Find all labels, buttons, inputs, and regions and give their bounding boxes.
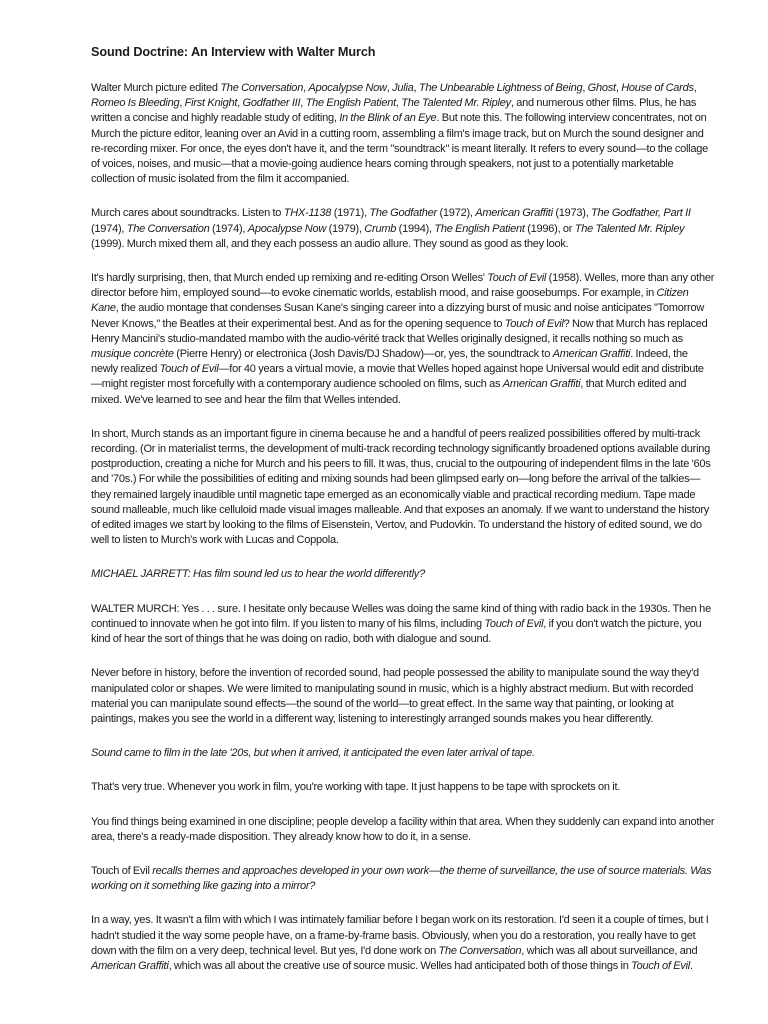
italic-title: The Godfather (369, 207, 437, 220)
text-run: It's hardly surprising, then, that Murch ended up remixing and re-editing Orson Welles' (91, 272, 488, 285)
text-run: (1999). Murch mixed them all, and they each possess an audio allure. They sound as good as they look. (91, 237, 569, 250)
text-run: , (303, 82, 309, 94)
text-run: (1974), (91, 222, 127, 235)
italic-title: Ghost (587, 82, 616, 94)
text-run: In short, Murch stands as an important figure in cinema because he and a handful of peers realized possibilities offered by multi-track recording. (Or in materialist terms, the development of multi-track recording technology significantly broadened options available during postproduction, creating a niche for Murch and his peers to fill. It was, thus, crucial to the outpouring of independent films in the late '60s and '70s.) For while the possibilities of editing and mixing sounds had been glimpsed early on—long before the arrival of the talkies—they remained largely inaudible until magnetic tape emerged as an economically viable and practical recording medium. Tape made sound malleable, much like celluloid made visual images malleable. And that exposes an anomaly. If we want to understand the history of edited images we start by looking to the films of Eisenstein, Vertov, and Pudovkin. To understand the history of edited sound, we do well to listen to Murch's work with Lucas and Coppola. (91, 427, 711, 547)
italic-title: Citizen Kane (91, 287, 689, 315)
text-run: , (615, 82, 622, 94)
text-run: Walter Murch picture edited (91, 82, 221, 94)
body-paragraph (91, 913, 715, 974)
italic-title: The Unbearable Lightness of Being (418, 82, 583, 94)
italic-title: American Graffiti (91, 959, 169, 972)
italic-title: American Graffiti (502, 378, 581, 391)
text-run: , (693, 82, 697, 94)
text-run: That's very true. Whenever you work in film, you're working with tape. It just happens to be tape with sprockets on it. (91, 781, 621, 794)
text-run: , that Murch edited and mixed. We've learned to see and hear the film that Welles intended. (91, 378, 687, 406)
text-run: MICHAEL JARRETT: Has film sound led us to hear the world differently? (91, 568, 425, 581)
italic-title: The Talented Mr. Ripley (401, 97, 511, 110)
text-run: In a way, yes. It wasn't a film with which I was intimately familiar before I began work on its restoration. I'd seen it a couple of times, but I hadn't studied it the way some people have, on a frame-by-frame basis. Obviously, when you do a restoration, you really have to get down with the film on a very deep, technical level. But yes, I'd done work on (91, 914, 709, 957)
text-run: (1979), (326, 222, 365, 235)
text-run: , (582, 82, 588, 94)
text-run: , (300, 97, 306, 110)
text-run: (1958). Welles, more than any other director before him, employed sound—to evoke cinematic worlds, establish mood, and raise goosebumps. For example, in (91, 272, 715, 300)
text-run: . (690, 959, 693, 972)
italic-title: Godfather III (242, 97, 301, 110)
body-paragraph (91, 666, 715, 727)
italic-title: Touch of Evil (484, 617, 544, 630)
text-run: , and numerous other films. Plus, he has written a concise and highly readable study of editing, (91, 97, 697, 125)
text-run: , the audio montage that condenses Susan Kane's singing career into a dizzying burst of music and noise anticipates "Tomorrow Never Knows," the Beatles at their experimental best. And as for the opening sequence to (91, 302, 705, 330)
text-run: (Pierre Henry) or electronica (Josh Davis/DJ Shadow)—or, yes, the soundtrack to (173, 348, 553, 361)
text-run: , (395, 97, 402, 110)
italic-title: Touch of Evil (487, 272, 547, 285)
text-run: , if you don't watch the picture, you kind of hear the sort of things that he was doing on radio, both with dialogue and sound. (91, 617, 702, 646)
text-run: , (179, 97, 185, 110)
text-run: (1973), (552, 207, 592, 220)
italic-title: The Godfather, Part II (591, 207, 691, 220)
document-body (91, 81, 724, 974)
text-run: . Indeed, the newly realized (91, 348, 688, 376)
text-run: (1974), (209, 222, 248, 235)
italic-title: Touch of Evil (504, 317, 564, 330)
italic-title: The Conversation (126, 222, 210, 235)
body-paragraph (91, 602, 715, 648)
italic-title: musique concrète (91, 348, 174, 361)
body-paragraph (91, 815, 715, 845)
italic-title: House of Cards (621, 82, 694, 94)
text-run: You find things being examined in one discipline; people develop a facility within that area. When they suddenly can expand into another area, there's a ready-made disposition. They already know how to do it, in a sense. (91, 815, 715, 843)
italic-title: The Conversation (438, 944, 522, 957)
body-paragraph (91, 427, 715, 549)
text-run: , which was all about surveillance, and (521, 944, 698, 957)
interview-question (91, 864, 715, 894)
italic-title: Apocalypse Now (247, 222, 327, 235)
italic-title: Touch of Evil (631, 959, 691, 972)
text-run: ? Now that Murch has replaced Henry Mancini's studio-mandated mambo with the audio-vérité track that Welles originally designed, it recalls nothing so much as (91, 317, 708, 345)
italic-title: Touch of Evil (159, 363, 219, 376)
italic-title: American Graffiti (552, 348, 631, 361)
text-run: Murch cares about soundtracks. Listen to (91, 207, 284, 220)
italic-title: Crumb (364, 222, 397, 235)
body-paragraph (91, 271, 715, 408)
text-run: (1972), (436, 207, 476, 220)
text-run: WALTER MURCH: Yes . . . sure. I hesitate only because Welles was doing the same kind of thing with radio back in the 1930s. Then he continued to innovate when he got into film. If you listen to many of his films, including (91, 602, 711, 630)
italic-title: Touch of Evil (91, 864, 150, 877)
italic-title: Apocalypse Now (308, 82, 387, 94)
page-title: Sound Doctrine: An Interview with Walter Murch (91, 44, 376, 59)
italic-title: The English Patient (305, 97, 396, 110)
text-run: . But note this. The following interview concentrates, not on Murch the picture editor, leaning over an Avid in a cutting room, assembling a film's image track, but on Murch the sound designer and re-recording mixer. For once, the eyes don't have it, and the term "soundtrack" is meant literally. It refers to every sound—to the collage of voices, noises, and music—that a movie-going audience hears coming through speakers, not just to a potentially marketable collection of music isolated from the film it accompanied. (91, 112, 709, 186)
text-run: , (386, 82, 393, 94)
interview-question (91, 746, 715, 761)
italic-title: The Conversation (220, 82, 304, 94)
text-run: (1971), (331, 207, 370, 220)
text-run: (1996), or (524, 222, 575, 235)
italic-title: The English Patient (434, 222, 525, 235)
italic-title: The Talented Mr. Ripley (574, 222, 685, 235)
interview-question (91, 567, 715, 582)
text-run: Never before in history, before the invention of recorded sound, had people possessed the ability to manipulate sound the way they'd manipulated color or shapes. We were limited to manipulating sound in music, which is a highly abstract medium. But with recorded material you can manipulate sound effects—the sound of the world—to great effect. In the same way that painting, or looking at paintings, makes you see the world in a different way, listening to interestingly arranged sounds makes you hear differently. (91, 667, 699, 725)
text-run: , (413, 82, 419, 94)
body-paragraph (91, 206, 715, 252)
italic-title: THX-1138 (283, 207, 332, 220)
italic-title: In the Blink of an Eye (339, 112, 437, 125)
text-run: recalls themes and approaches developed in your own work—the theme of surveillance, the use of source materials. Was working on it something like gazing into a mirror? (91, 864, 712, 893)
body-paragraph (91, 780, 715, 795)
italic-title: Romeo Is Bleeding (91, 97, 180, 110)
italic-title: First Knight (184, 97, 238, 110)
body-paragraph (91, 81, 715, 187)
text-run: , (237, 97, 243, 110)
text-run: Sound came to film in the late '20s, but when it arrived, it anticipated the even later arrival of tape. (91, 747, 535, 760)
italic-title: American Graffiti (475, 207, 553, 220)
text-run: , which was all about the creative use of source music. Welles had anticipated both of those things in (168, 959, 632, 972)
italic-title: Julia (392, 82, 414, 94)
text-run: —for 40 years a virtual movie, a movie that Welles hoped against hope Universal would edit and distribute—might register most forcefully with a contemporary audience schooled on films, such as (91, 363, 704, 391)
text-run: (1994), (396, 222, 435, 235)
